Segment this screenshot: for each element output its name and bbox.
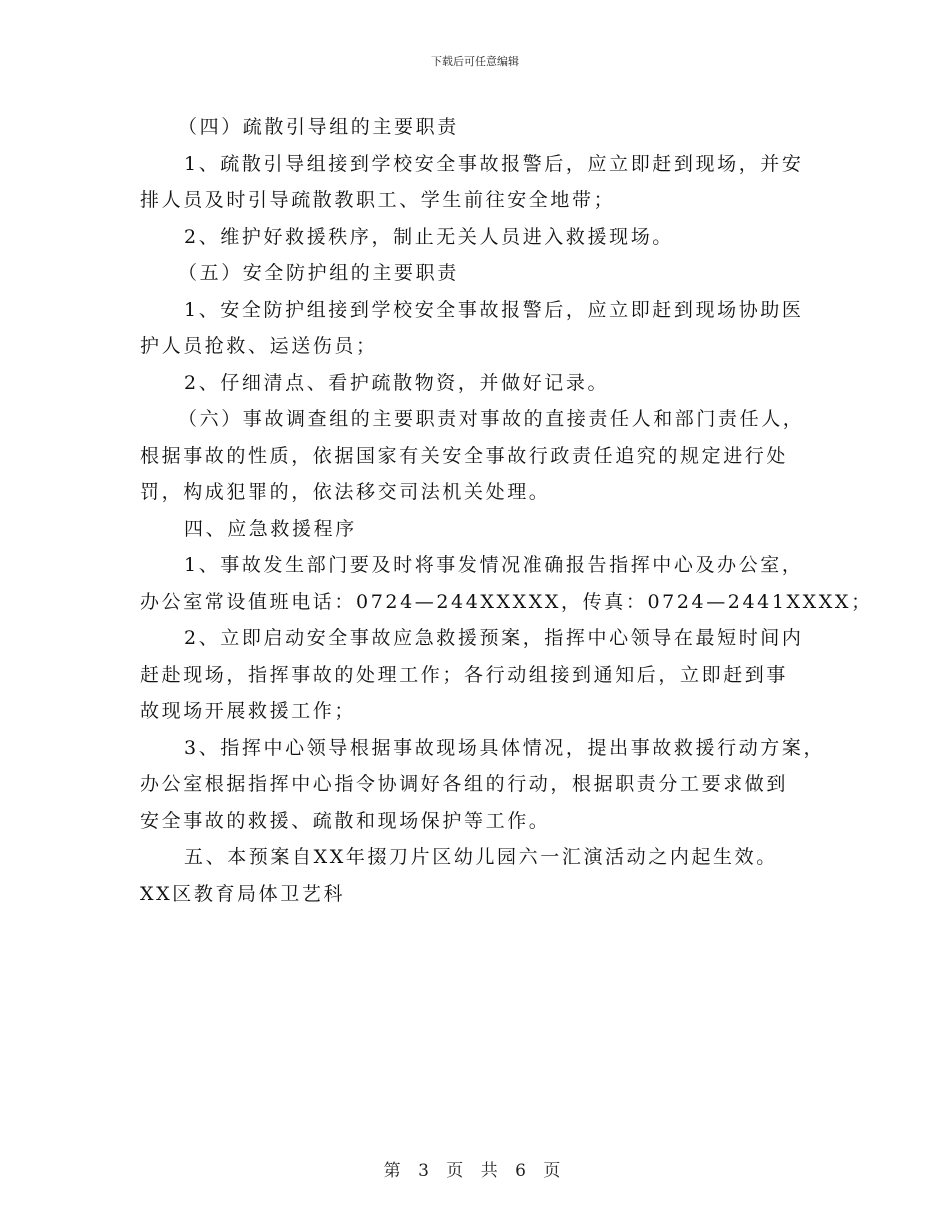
paragraph-line: 办公室根据指挥中心指令协调好各组的行动，根据职责分工要求做到	[140, 773, 789, 795]
paragraph-line: 故现场开展救援工作；	[140, 700, 357, 722]
paragraph-line: 罚，构成犯罪的，依法移交司法机关处理。	[140, 481, 551, 503]
paragraph-line: 护人员抢救、运送伤员；	[140, 335, 378, 357]
paragraph-line: 1、事故发生部门要及时将事发情况准确报告指挥中心及办公室，	[184, 554, 804, 576]
section-heading-safety: （五）安全防护组的主要职责	[178, 262, 459, 284]
paragraph-line: 1、疏散引导组接到学校安全事故报警后，应立即赶到现场，并安	[184, 152, 804, 175]
paragraph-line: 2、立即启动安全事故应急救援预案，指挥中心领导在最短时间内	[184, 627, 804, 649]
paragraph-line: 五、本预案自XX年掇刀片区幼儿园六一汇演活动之内起生效。	[184, 846, 778, 868]
document-body	[140, 109, 873, 912]
paragraph-line: 安全事故的救援、疏散和现场保护等工作。	[140, 809, 551, 832]
section-heading-procedure: 四、应急救援程序	[184, 517, 357, 540]
section-heading-evacuation: （四）疏散引导组的主要职责	[178, 116, 459, 138]
paragraph-line: 排人员及时引导疏散教职工、学生前往安全地带；	[140, 189, 616, 211]
paragraph-line: 3、指挥中心领导根据事故现场具体情况，提出事故救援行动方案，	[184, 736, 826, 759]
page-header-note: 下载后可任意编辑	[431, 55, 519, 68]
paragraph-line: 2、维护好救援秩序，制止无关人员进入救援现场。	[184, 225, 674, 248]
paragraph-line: 赶赴现场，指挥事故的处理工作；各行动组接到通知后，立即赶到事	[140, 663, 789, 686]
paragraph-line: 办公室常设值班电话：0724—244XXXXX，传真：0724—2441XXXX；	[140, 590, 873, 613]
section-heading-investigation: （六）事故调查组的主要职责对事故的直接责任人和部门责任人，	[178, 408, 805, 430]
paragraph-line: 根据事故的性质，依据国家有关安全事故行政责任追究的规定进行处	[140, 444, 789, 467]
paragraph-line: 2、仔细清点、看护疏散物资，并做好记录。	[184, 371, 610, 394]
signature-line: XX区教育局体卫艺科	[140, 882, 346, 905]
page-number: 第 3 页 共 6 页	[383, 1161, 567, 1181]
paragraph-line: 1、安全防护组接到学校安全事故报警后，应立即赶到现场协助医	[184, 298, 804, 321]
